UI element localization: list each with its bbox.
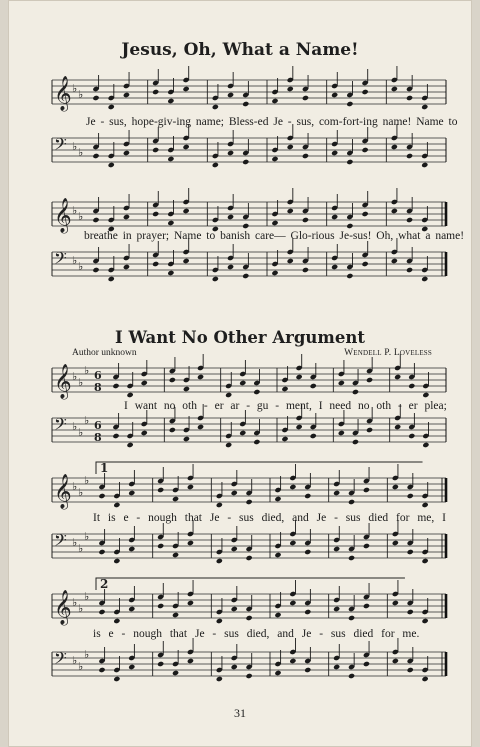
svg-text:6: 6 bbox=[94, 419, 102, 432]
system-4-treble-staff bbox=[0, 458, 480, 508]
bass-clef-icon: 𝄢 bbox=[54, 530, 67, 554]
system-1-bass-staff bbox=[0, 134, 480, 178]
flat-icon: ♭ bbox=[84, 530, 90, 543]
flat-icon: ♭ bbox=[72, 370, 78, 383]
flat-icon: ♭ bbox=[78, 660, 84, 673]
flat-icon: ♭ bbox=[84, 414, 90, 427]
treble-clef-icon: 𝄞 bbox=[54, 364, 72, 399]
flat-icon: ♭ bbox=[84, 648, 90, 661]
flat-icon: ♭ bbox=[84, 364, 90, 377]
flat-icon: ♭ bbox=[78, 376, 84, 389]
flat-icon: ♭ bbox=[78, 602, 84, 615]
author-credit: Author unknown bbox=[72, 348, 137, 358]
flat-icon: ♭ bbox=[78, 260, 84, 273]
system-3-bass-staff bbox=[0, 414, 480, 458]
treble-clef-icon: 𝄞 bbox=[54, 76, 72, 111]
flat-icon: ♭ bbox=[84, 590, 90, 603]
bass-clef-icon: 𝄢 bbox=[54, 648, 67, 672]
svg-text:8: 8 bbox=[94, 431, 102, 444]
flat-icon: ♭ bbox=[72, 204, 78, 217]
flat-icon: ♭ bbox=[72, 536, 78, 549]
flat-icon: ♭ bbox=[72, 596, 78, 609]
svg-text:6: 6 bbox=[94, 369, 102, 382]
system-4-bass-staff bbox=[0, 530, 480, 574]
page-number: 31 bbox=[234, 706, 246, 720]
hymn2-lyrics-line-3: is e - nough that Je - sus died, and Je - sus died for me. bbox=[93, 628, 420, 640]
flat-icon: ♭ bbox=[84, 474, 90, 487]
treble-clef-icon: 𝄞 bbox=[54, 198, 72, 233]
hymn2-lyrics-line-2: It is e - nough that Je - sus died, and Je - sus died for me, I bbox=[93, 512, 446, 524]
hymn-title-i-want-no-other-argument: I Want No Other Argument bbox=[115, 328, 365, 347]
flat-icon: ♭ bbox=[72, 140, 78, 153]
flat-icon: ♭ bbox=[72, 654, 78, 667]
flat-icon: ♭ bbox=[72, 420, 78, 433]
flat-icon: ♭ bbox=[78, 486, 84, 499]
flat-icon: ♭ bbox=[78, 88, 84, 101]
bass-clef-icon: 𝄢 bbox=[54, 414, 67, 438]
hymn1-lyrics-line-1: Je - sus, hope-giv-ing name; Bless-ed Je - sus, com-fort-ing name! Name to bbox=[86, 116, 458, 128]
system-2-bass-staff bbox=[0, 248, 480, 292]
hymn-title-jesus-oh-what-a-name: Jesus, Oh, What a Name! bbox=[121, 40, 359, 60]
flat-icon: ♭ bbox=[72, 82, 78, 95]
hymn1-lyrics-line-2: breathe in prayer; Name to banish care— Glo-rious Je-sus! Oh, what a name! bbox=[84, 230, 465, 242]
composer-credit: Wendell P. Loveless bbox=[344, 348, 432, 358]
flat-icon: ♭ bbox=[78, 542, 84, 555]
flat-icon: ♭ bbox=[78, 146, 84, 159]
bass-clef-icon: 𝄢 bbox=[54, 134, 67, 158]
system-3-treble-staff bbox=[0, 364, 480, 404]
hymn2-lyrics-line-1: I want no oth - er ar - gu - ment, I need no oth - er plea; bbox=[124, 400, 447, 412]
system-5-treble-staff bbox=[0, 574, 480, 624]
flat-icon: ♭ bbox=[78, 210, 84, 223]
svg-text:8: 8 bbox=[94, 381, 102, 394]
treble-clef-icon: 𝄞 bbox=[54, 590, 72, 625]
first-ending-number: 1 bbox=[100, 461, 109, 475]
flat-icon: ♭ bbox=[78, 426, 84, 439]
second-ending-number: 2 bbox=[100, 577, 109, 591]
flat-icon: ♭ bbox=[72, 480, 78, 493]
flat-icon: ♭ bbox=[72, 254, 78, 267]
bass-clef-icon: 𝄢 bbox=[54, 248, 67, 272]
treble-clef-icon: 𝄞 bbox=[54, 474, 72, 509]
system-5-bass-staff bbox=[0, 648, 480, 692]
